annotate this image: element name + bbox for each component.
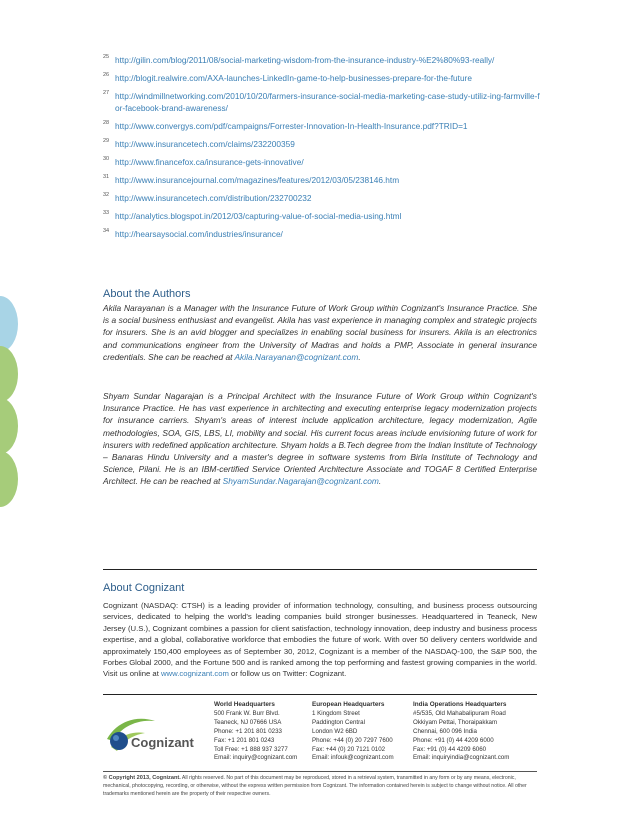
- reference-number: 26: [103, 72, 110, 78]
- reference-item: [103, 210, 543, 222]
- author-bio-akila: [103, 302, 537, 363]
- author-bio-text: Shyam Sundar Nagarajan is a Principal Architect with the Insurance Future of Work Group within Cognizant's Insurance Practice. He has vast experience in architecting and executing enterprise legacy modernization projects for insurance carriers. Shyam's areas of interest include application architecture, legacy modernization, Agile methodologies, SOA, GIS, LBS, LI, mobility and social. His current focus areas include envisioning future of work for insurers with redefined application architecture. Shyam holds a B.Tech degree from the Indian Institute of Technology – Banaras Hindu University and a master's degree in software systems from Birla Institute of Technology and Science, Pilani. He is an IBM-certified Service Oriented Architecture Associate and TOGAF 8 Certified Enterprise Architect. He can be reached at: [103, 391, 537, 487]
- office-line: Fax: +91 (0) 44 4209 6060: [413, 745, 487, 753]
- author-bio-end: .: [378, 476, 382, 487]
- office-line: London W2 6BD: [312, 727, 358, 735]
- about-cognizant-body: Cognizant (NASDAQ: CTSH) is a leading provider of information technology, consulting, and business process outsourcing services, dedicated to helping the world's leading companies build stronger businesses. Headquartered in Teaneck, New Jersey (U.S.), Cognizant combines a passion for client satisfaction, technology innovation, deep industry and business process expertise, and a global, collaborative workforce that embodies the future of work. With over 50 delivery centers worldwide and approximately 150,400 employees as of September 30, 2012, Cognizant is a member of the NASDAQ-100, the S&P 500, the Forbes Global 2000, and the Fortune 500 and is ranked among the top performing and fastest growing companies in the world. Visit us online at: [103, 601, 537, 679]
- reference-link[interactable]: http://gilin.com/blog/2011/08/social-marketing-wisdom-from-the-insurance-industry-%E2%80%93-really/: [115, 55, 495, 65]
- reference-link[interactable]: http://www.insurancetech.com/claims/232200359: [115, 139, 295, 149]
- reference-item: [103, 174, 543, 186]
- office-line: Phone: +1 201 801 0233: [214, 727, 282, 735]
- author-email-link[interactable]: Akila.Narayanan@cognizant.com: [234, 351, 359, 362]
- office-line: Email: inquiry@cognizant.com: [214, 754, 298, 762]
- office-line: 500 Frank W. Burr Blvd.: [214, 709, 280, 717]
- reference-number: 31: [103, 174, 110, 180]
- office-line: Teaneck, NJ 07666 USA: [214, 718, 282, 726]
- office-line: Okkiyam Pettai, Thoraipakkam: [413, 718, 498, 726]
- reference-link[interactable]: http://blogit.realwire.com/AXA-launches-LinkedIn-game-to-help-businesses-prepare-for-the-future: [115, 73, 472, 83]
- logo-wordmark: Cognizant: [131, 735, 194, 750]
- reference-number: 27: [103, 90, 110, 96]
- reference-number: 29: [103, 138, 110, 144]
- reference-number: 25: [103, 54, 110, 60]
- office-title: European Headquarters: [312, 701, 385, 708]
- reference-item: [103, 228, 543, 240]
- reference-link[interactable]: http://hearsaysocial.com/industries/insurance/: [115, 229, 283, 239]
- author-email-link[interactable]: ShyamSundar.Nagarajan@cognizant.com: [222, 476, 379, 487]
- office-line: Chennai, 600 096 India: [413, 727, 477, 735]
- author-bio-text: Akila Narayanan is a Manager with the Insurance Future of Work Group within Cognizant's Insurance Practice. She is a social business enthusiast and evangelist. Akila has vast experience in managing complex and strategic projects for insurers. She is an avid blogger and specializes in enabling social business for insurers. Akila is an electronics and communications engineer from the University of Madras and holds a PMP, Associate in general insurance credentials. She can be reached at: [103, 303, 537, 362]
- office-india-hq: [413, 701, 509, 763]
- about-cognizant-text: [103, 600, 537, 680]
- office-world-hq: [214, 701, 297, 763]
- reference-number: 34: [103, 228, 110, 234]
- author-bio-shyam: [103, 390, 537, 488]
- office-line: Email: infouk@cognizant.com: [312, 754, 394, 762]
- copyright-notice: [103, 774, 537, 799]
- decorative-circle-green: [0, 398, 18, 454]
- decorative-circle-green: [0, 451, 18, 507]
- decorative-circle-blue: [0, 296, 18, 352]
- reference-link[interactable]: http://windmillnetworking.com/2010/10/20/farmers-insurance-social-media-marketing-case-study-utiliz-ing-farmville-for-facebook-brand-awareness/: [115, 91, 540, 113]
- reference-item: [103, 90, 543, 114]
- copyright-bold: © Copyright 2013, Cognizant.: [103, 775, 181, 781]
- reference-link[interactable]: http://www.insurancejournal.com/magazines/features/2012/03/05/238146.htm: [115, 175, 400, 185]
- reference-number: 28: [103, 120, 110, 126]
- reference-item: [103, 120, 543, 132]
- copyright-text: All rights reserved. No part of this document may be reproduced, stored in a retrieval system, transmitted in any form or by any means, electronic, mechanical, photocopying, recording, or otherwise, without the express written permission from Cognizant. The information contained herein is subject to change without notice. All other trademarks mentioned herein are the property of their respective owners.: [103, 775, 527, 798]
- decorative-circle-green: [0, 346, 18, 402]
- reference-link[interactable]: http://www.convergys.com/pdf/campaigns/Forrester-Innovation-In-Health-Insurance.pdf?TRID=1: [115, 121, 468, 131]
- references-list: [103, 54, 543, 246]
- reference-item: [103, 156, 543, 168]
- reference-item: [103, 54, 543, 66]
- reference-item: [103, 192, 543, 204]
- reference-link[interactable]: http://www.insurancetech.com/distribution/232700232: [115, 193, 312, 203]
- section-divider: [103, 694, 537, 695]
- office-line: Toll Free: +1 888 937 3277: [214, 745, 288, 753]
- footer-divider: [103, 771, 537, 772]
- authors-heading: About the Authors: [103, 288, 191, 300]
- about-cognizant-end: or follow us on Twitter: Cognizant.: [228, 669, 347, 679]
- about-cognizant-heading: About Cognizant: [103, 582, 185, 594]
- reference-number: 30: [103, 156, 110, 162]
- author-bio-end: .: [358, 351, 361, 362]
- reference-number: 32: [103, 192, 110, 198]
- section-divider: [103, 569, 537, 570]
- office-line: Fax: +1 201 801 0243: [214, 736, 275, 744]
- office-line: Email: inquiryindia@cognizant.com: [413, 754, 510, 762]
- cognizant-website-link[interactable]: www.cognizant.com: [160, 669, 229, 679]
- reference-number: 33: [103, 210, 110, 216]
- office-line: 1 Kingdom Street: [312, 709, 360, 717]
- reference-item: [103, 72, 543, 84]
- office-european-hq: [312, 701, 394, 763]
- office-title: India Operations Headquarters: [413, 701, 507, 708]
- office-title: World Headquarters: [214, 701, 275, 708]
- reference-link[interactable]: http://analytics.blogspot.in/2012/03/capturing-value-of-social-media-using.html: [115, 211, 402, 221]
- office-line: Paddington Central: [312, 718, 365, 726]
- office-line: Fax: +44 (0) 20 7121 0102: [312, 745, 386, 753]
- office-line: Phone: +44 (0) 20 7297 7600: [312, 736, 393, 744]
- office-line: #5/535, Old Mahabalipuram Road: [413, 709, 506, 717]
- office-line: Phone: +91 (0) 44 4209 6000: [413, 736, 494, 744]
- reference-item: [103, 138, 543, 150]
- cognizant-logo: [103, 701, 198, 771]
- reference-link[interactable]: http://www.financefox.ca/insurance-gets-innovative/: [115, 157, 304, 167]
